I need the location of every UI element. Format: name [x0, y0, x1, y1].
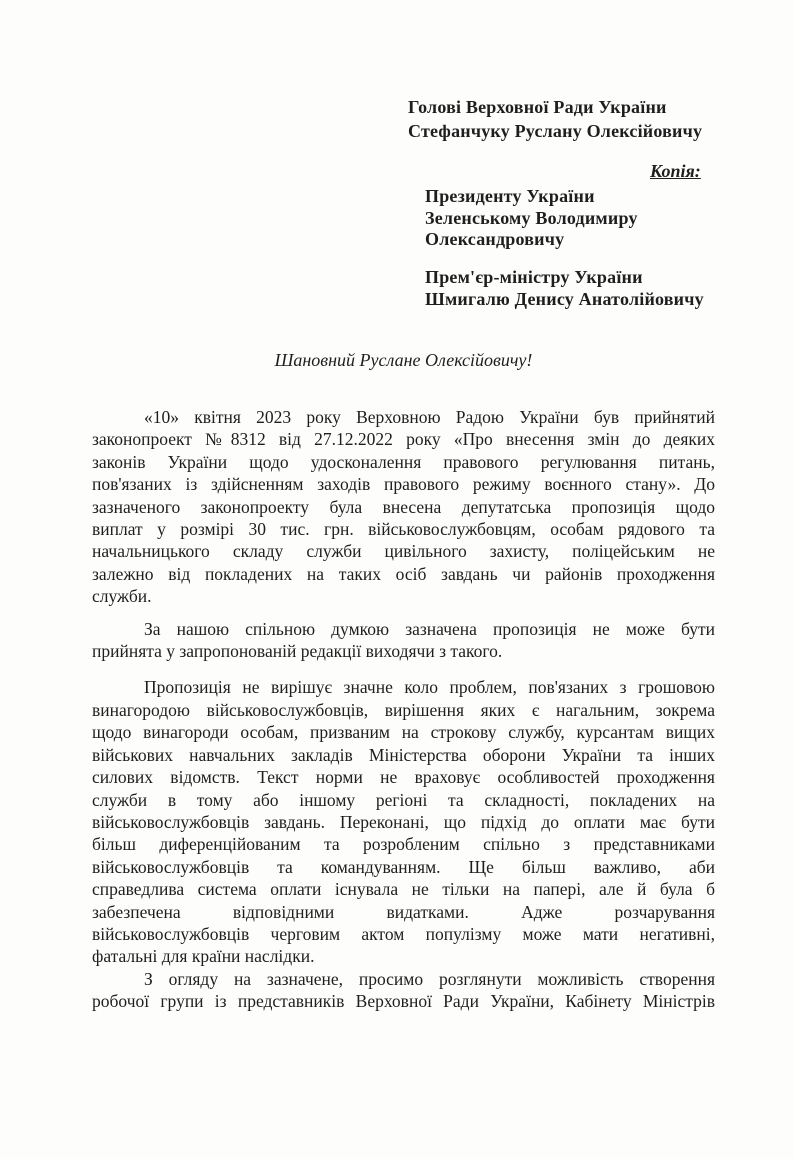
body-line: справедлива система оплати існувала не тільки на папері, але й була б [92, 879, 715, 900]
recipient-line: Прем'єр-міністру України [425, 267, 643, 287]
salutation: Шановний Руслане Олексійовичу! [274, 350, 533, 370]
body-line: пов'язаних із здійсненням заходів правового режиму воєнного стану». До [92, 474, 715, 495]
body-line: служби. [92, 586, 152, 607]
body-line: За нашою спільною думкою зазначена пропозиція не може бути [144, 618, 715, 639]
recipient-line: Шмигалю Денису Анатолійовичу [425, 289, 704, 309]
body-line: військових навчальних закладів Міністерства оборони України та інших [92, 744, 715, 765]
copy-recipient-president-block [425, 186, 638, 251]
body-line: військовослужбовців черговим актом популізму може мати негативні, [92, 923, 715, 944]
body-line: З огляду на зазначене, просимо розглянути можливість створення [144, 968, 715, 989]
paragraph [92, 618, 715, 663]
recipient-line: Президенту України [425, 186, 595, 206]
body-line: зазначеного законопроекту була внесена депутатська пропозиція щодо [92, 496, 715, 517]
recipient-line: Голові Верховної Ради України [408, 97, 667, 117]
body-line: винагородою військовослужбовців, вирішення яких є нагальним, зокрема [92, 699, 715, 720]
body-line: «10» квітня 2023 року Верховною Радою України був прийнятий [144, 407, 715, 427]
body-line: начальницького складу служби цивільного захисту, поліцейським не [92, 541, 715, 562]
body-line: більш диференційованим та розробленим спільно з представниками [92, 834, 715, 855]
copy-label: Копія: [650, 161, 701, 181]
body-line: забезпечена відповідними видатками. Адже розчарування [92, 901, 715, 922]
body-paragraphs [92, 406, 715, 1013]
body-line: законів України щодо удосконалення правового регулювання питань, [92, 451, 715, 472]
recipient-primary-block [408, 95, 702, 143]
recipient-line: Стефанчуку Руслану Олексійовичу [408, 121, 703, 141]
body-line: силових відомств. Текст норми не враховує особливостей проходження [92, 767, 715, 788]
copy-recipient-prime-minister-block [425, 266, 704, 310]
body-line: робочої групи із представників Верховної Ради України, Кабінету Міністрів [92, 991, 715, 1012]
body-line: служби в тому або іншому регіоні та складності, покладених на [92, 789, 715, 810]
body-line: фатальні для країни наслідки. [92, 946, 315, 967]
body-line: Пропозиція не вирішує значне коло проблем, пов'язаних з грошовою [144, 677, 715, 698]
body-line: виплат у розмірі 30 тис. грн. військовослужбовцям, особам рядового та [92, 519, 715, 540]
recipient-line: Зеленському Володимиру [425, 207, 638, 228]
body-line: залежно від покладених на таких осіб завдань чи районів проходження [92, 563, 715, 584]
body-line: щодо винагороди особам, призваним на строкову службу, курсантам вищих [92, 722, 715, 743]
body-line: військовослужбовців завдань. Переконані, що підхід до оплати має бути [92, 811, 715, 832]
paragraph [92, 968, 715, 1013]
paragraph [92, 406, 715, 608]
body-line: прийнята у запропонованій редакції виходячи з такого. [92, 641, 503, 662]
body-line: законопроект №8312 від 27.12.2022 року «Про внесення змін до деяких [92, 429, 715, 450]
recipient-line: Олександровичу [425, 229, 565, 249]
paragraph [92, 676, 715, 967]
body-line: військовослужбовців та командуванням. Ще більш важливо, аби [92, 856, 715, 877]
